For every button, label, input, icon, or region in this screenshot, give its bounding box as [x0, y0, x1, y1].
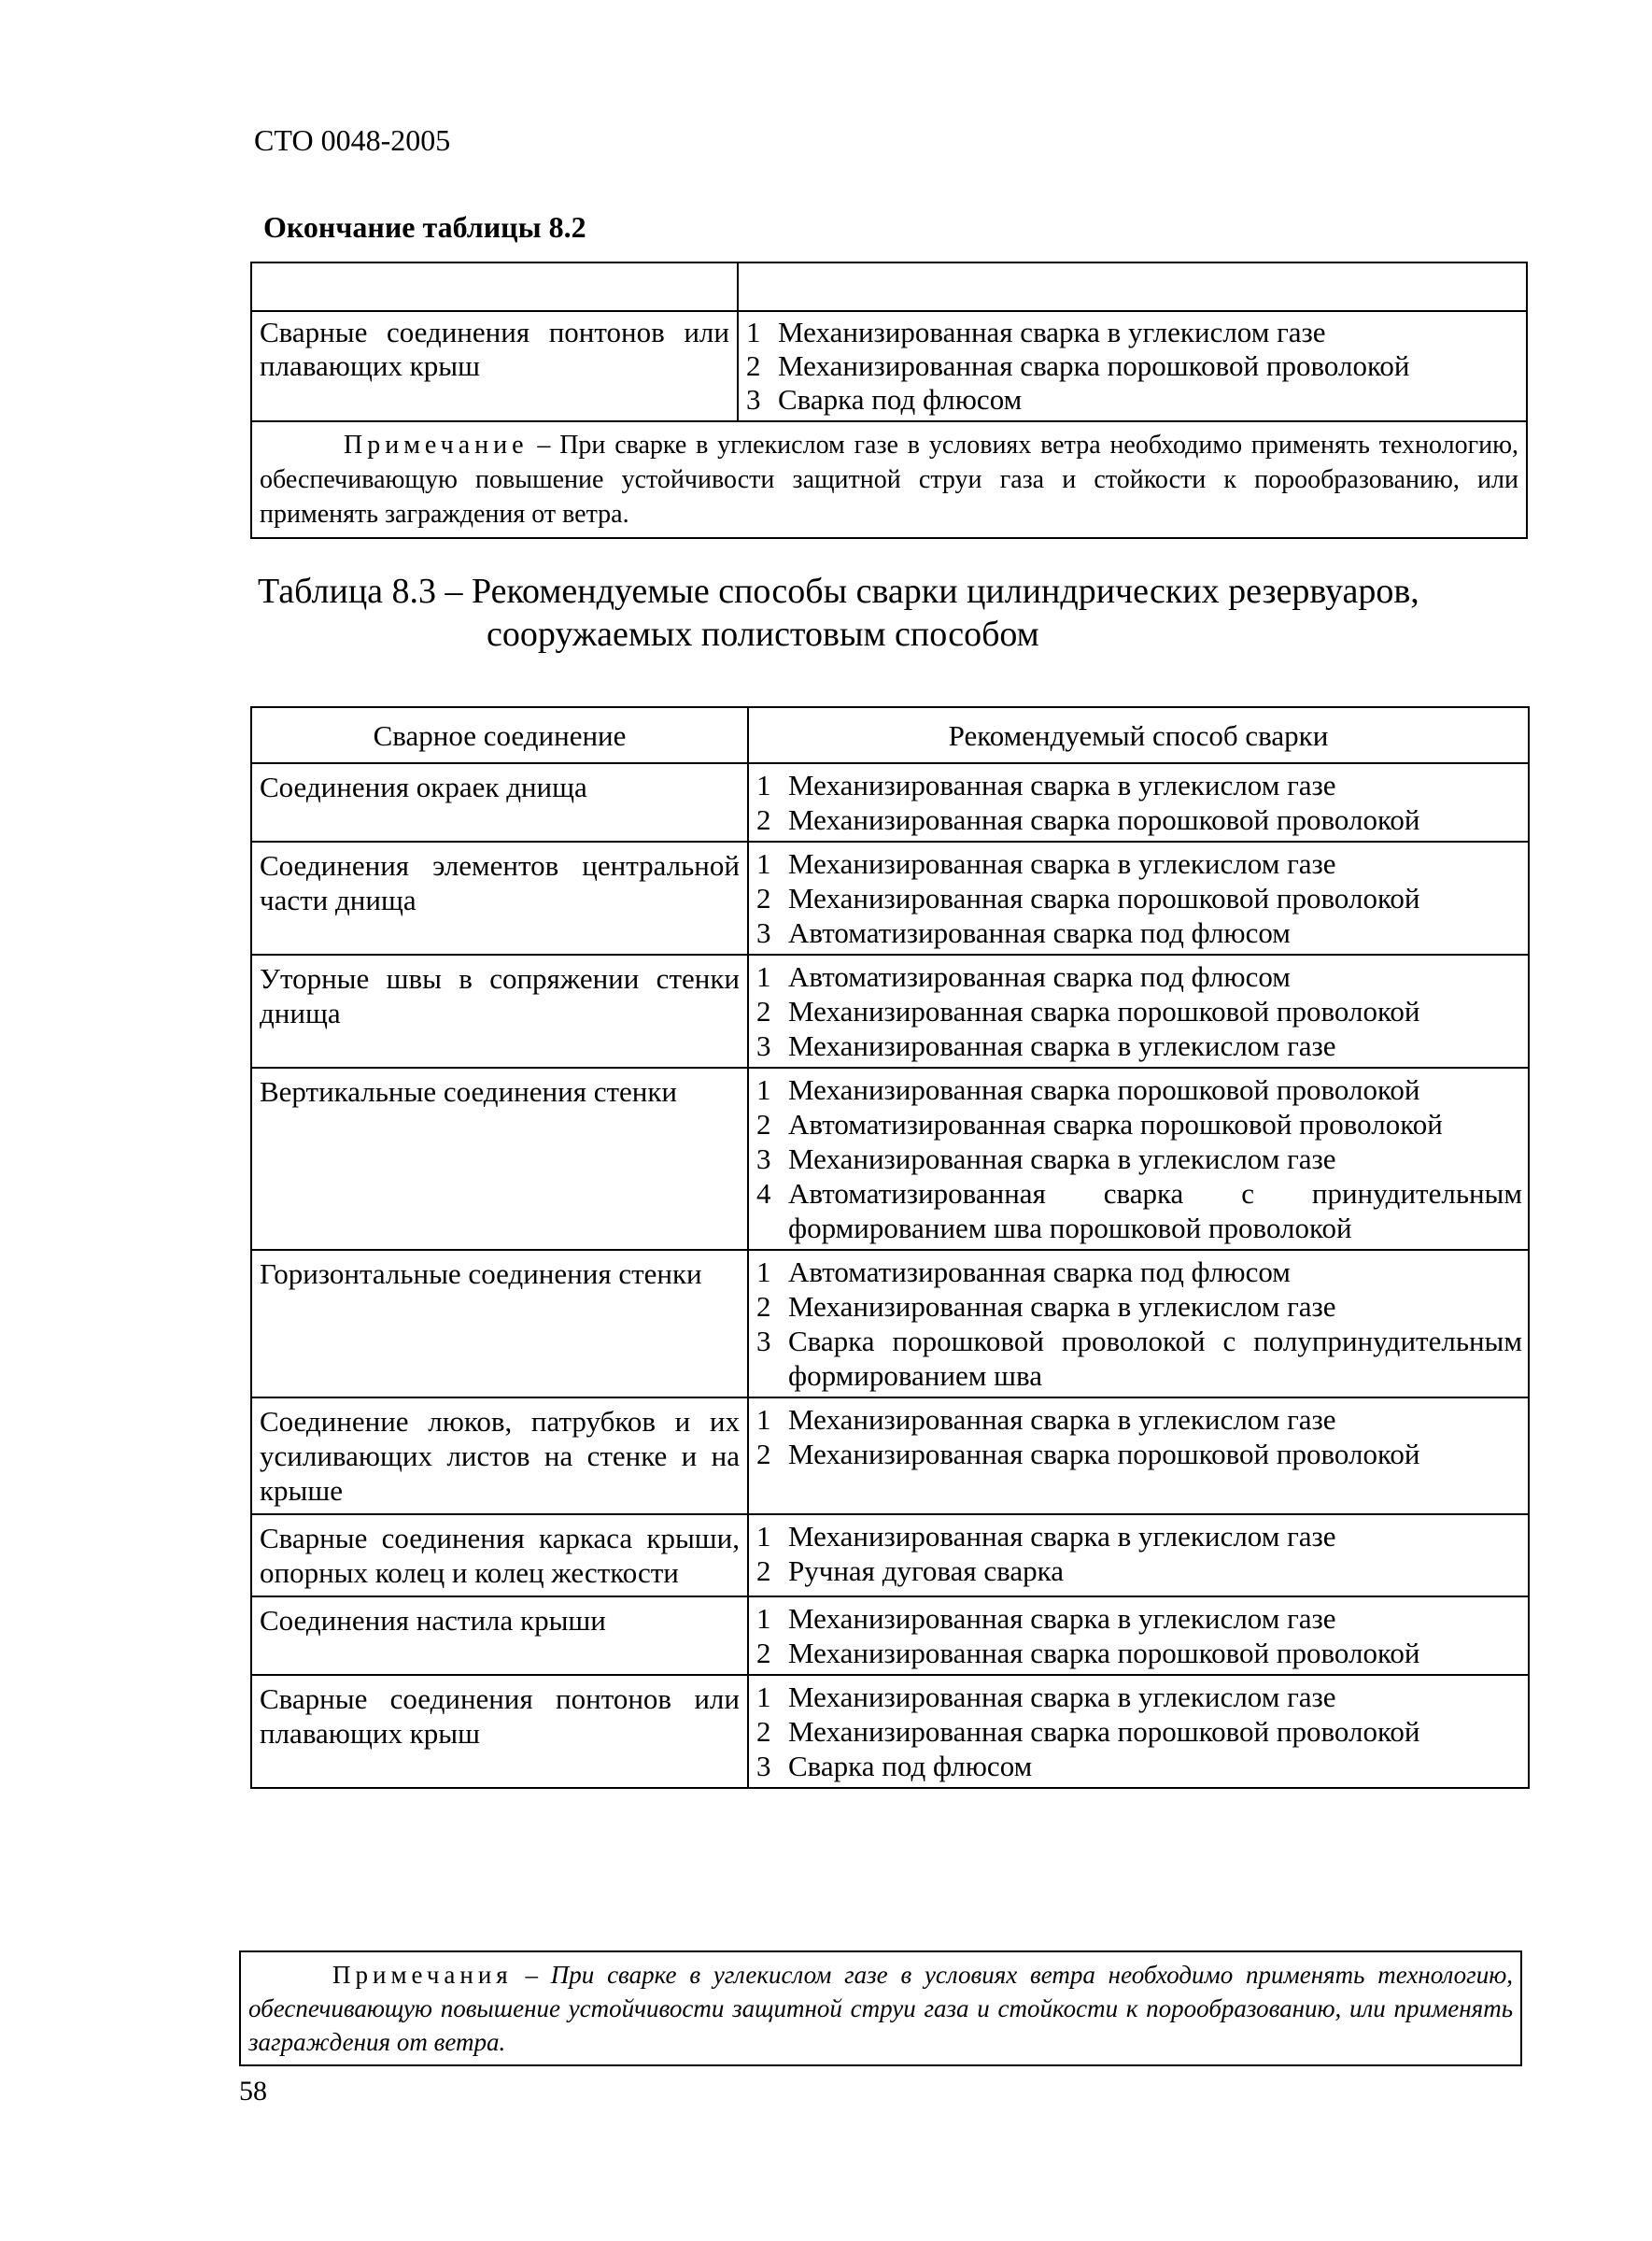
method-text: Механизированная сварка в углекислом газе [788, 1403, 1336, 1436]
empty-cell [251, 262, 738, 311]
method-number: 3 [746, 383, 761, 416]
method-number: 2 [756, 1108, 771, 1141]
method-number: 1 [756, 1073, 771, 1106]
method-text: Механизированная сварка порошковой проволокой [788, 1073, 1420, 1106]
method-item [755, 1402, 1522, 1437]
joint-cell: Горизонтальные соединения стенки [251, 1250, 748, 1397]
table-8-3-note-row [240, 1951, 1521, 2065]
table-8-2-empty-header-row [251, 262, 1527, 311]
methods-cell [748, 1397, 1529, 1514]
table-8-2-note-row [251, 421, 1527, 538]
method-item [755, 1553, 1522, 1588]
method-text: Сварка под флюсом [778, 383, 1023, 416]
method-number: 2 [756, 1554, 771, 1587]
method-number: 1 [756, 1520, 771, 1553]
method-text: Механизированная сварка порошковой проволокой [788, 882, 1420, 915]
method-item [755, 959, 1522, 994]
method-text: Механизированная сварка в углекислом газе [788, 769, 1336, 801]
method-text: Механизированная сварка порошковой проволокой [788, 1637, 1420, 1669]
method-text: Механизированная сварка в углекислом газе [788, 1290, 1336, 1323]
method-item [755, 881, 1522, 915]
method-item [755, 1714, 1522, 1749]
note-text: – При сварке в углекислом газе в условиях ветра необходимо применять технологию, обеспечивающую повышение устойчивости защитной струи газа и стойкости к порообразованию, или применять заграждения от ветра. [248, 1961, 1513, 2056]
method-item [755, 1176, 1522, 1245]
methods-cell [748, 763, 1529, 842]
joint-cell: Сварные соединения каркаса крыши, опорных колец и колец жесткости [251, 1514, 748, 1596]
method-number: 2 [756, 1290, 771, 1323]
method-number: 2 [756, 803, 771, 836]
method-number: 1 [756, 1403, 771, 1436]
method-item [755, 1324, 1522, 1393]
method-text: Сварка под флюсом [788, 1750, 1033, 1782]
method-text: Механизированная сварка порошковой проволокой [788, 995, 1420, 1028]
method-number: 3 [756, 1325, 771, 1357]
method-text: Механизированная сварка в углекислом газе [788, 1029, 1336, 1062]
table-8-3-note [240, 1951, 1521, 2065]
joint-cell: Соединение люков, патрубков и их усиливающих листов на стенке и на крыше [251, 1397, 748, 1514]
table-8-2-caption: Окончание таблицы 8.2 [263, 210, 586, 244]
joint-cell: Уторные швы в сопряжении стенки днища [251, 955, 748, 1068]
table-row [251, 1068, 1529, 1250]
method-text: Механизированная сварка порошковой проволокой [788, 803, 1420, 836]
method-number: 2 [746, 349, 761, 382]
joint-cell: Соединения элементов центральной части днища [251, 842, 748, 955]
table-8-3-title [258, 570, 1537, 656]
joint-cell: Сварные соединения понтонов или плавающих крыш [251, 1675, 748, 1788]
table-row [251, 1397, 1529, 1514]
methods-cell [748, 1514, 1529, 1596]
table-8-3 [250, 706, 1530, 1789]
methods-cell [748, 1675, 1529, 1788]
method-number: 3 [756, 1142, 771, 1175]
table-row [251, 311, 1527, 421]
table-8-3-title-line-1: Таблица 8.3 – Рекомендуемые способы сварки цилиндрических резервуаров, [258, 572, 1419, 611]
table-8-2 [250, 262, 1528, 539]
table-8-2-body [251, 311, 1527, 421]
method-item [755, 1749, 1522, 1783]
joint-cell: Сварные соединения понтонов или плавающих крыш [251, 311, 738, 421]
method-text: Механизированная сварка порошковой проволокой [778, 349, 1410, 382]
method-number: 1 [746, 316, 761, 348]
method-text: Автоматизированная сварка с принудительным формированием шва порошковой проволокой [788, 1177, 1522, 1244]
method-item [755, 1028, 1522, 1063]
method-number: 3 [756, 916, 771, 949]
method-number: 2 [756, 1637, 771, 1669]
method-text: Механизированная сварка в углекислом газе [788, 1681, 1336, 1713]
method-number: 1 [756, 769, 771, 801]
method-number: 1 [756, 1602, 771, 1635]
method-item [755, 1680, 1522, 1714]
method-item [755, 1601, 1522, 1636]
table-8-3-body [251, 763, 1529, 1788]
joint-cell: Соединения настила крыши [251, 1596, 748, 1675]
method-item [755, 1142, 1522, 1176]
column-header-method: Рекомендуемый способ сварки [748, 707, 1529, 763]
table-row [251, 763, 1529, 842]
method-item [744, 349, 1520, 383]
method-item [755, 1519, 1522, 1553]
table-row [251, 1596, 1529, 1675]
method-text: Автоматизированная сварка под флюсом [788, 1255, 1291, 1288]
empty-cell [738, 262, 1527, 311]
method-item [755, 1437, 1522, 1471]
method-text: Сварка порошковой проволокой с полупринудительным формированием шва [788, 1325, 1522, 1392]
table-8-2-note [251, 421, 1527, 538]
note-text: – При сварке в углекислом газе в условиях ветра необходимо применять технологию, обеспечивающую повышение устойчивости защитной струи газа и стойкости к порообразованию, или применять заграждения от ветра. [260, 431, 1518, 529]
method-item [744, 316, 1520, 349]
method-item [744, 383, 1520, 417]
method-text: Автоматизированная сварка под флюсом [788, 916, 1291, 949]
method-text: Механизированная сварка порошковой проволокой [788, 1715, 1420, 1748]
method-item [755, 994, 1522, 1028]
table-row [251, 1514, 1529, 1596]
method-text: Механизированная сварка в углекислом газе [788, 1520, 1336, 1553]
methods-cell [738, 311, 1527, 421]
note-label: Примечания [332, 1961, 513, 1989]
method-number: 4 [756, 1177, 771, 1210]
method-item [755, 1289, 1522, 1324]
method-number: 1 [756, 960, 771, 993]
method-text: Механизированная сварка в углекислом газе [788, 1602, 1336, 1635]
method-number: 1 [756, 1255, 771, 1288]
table-8-3-header-row [251, 707, 1529, 763]
method-item [755, 768, 1522, 802]
method-item [755, 802, 1522, 837]
method-text: Механизированная сварка порошковой проволокой [788, 1438, 1420, 1470]
page-number: 58 [239, 2076, 267, 2106]
method-number: 2 [756, 882, 771, 915]
method-number: 3 [756, 1750, 771, 1782]
method-text: Механизированная сварка в углекислом газе [778, 316, 1326, 348]
note-label: Примечание [344, 431, 529, 460]
method-item [755, 915, 1522, 950]
table-row [251, 842, 1529, 955]
method-number: 1 [756, 847, 771, 880]
document-code: СТО 0048-2005 [254, 123, 451, 157]
method-number: 3 [756, 1029, 771, 1062]
method-number: 2 [756, 995, 771, 1028]
method-item [755, 1072, 1522, 1107]
column-header-joint: Сварное соединение [251, 707, 748, 763]
table-8-3-title-line-2: сооружаемых полистовым способом [487, 615, 1039, 654]
methods-cell [748, 1596, 1529, 1675]
methods-cell [748, 842, 1529, 955]
method-item [755, 1255, 1522, 1289]
method-text: Автоматизированная сварка порошковой проволокой [788, 1108, 1443, 1141]
table-row [251, 1250, 1529, 1397]
table-row [251, 955, 1529, 1068]
method-item [755, 1636, 1522, 1670]
method-number: 2 [756, 1438, 771, 1470]
methods-cell [748, 1068, 1529, 1250]
table-row [251, 1675, 1529, 1788]
method-text: Механизированная сварка в углекислом газе [788, 847, 1336, 880]
methods-cell [748, 1250, 1529, 1397]
joint-cell: Вертикальные соединения стенки [251, 1068, 748, 1250]
methods-cell [748, 955, 1529, 1068]
method-number: 2 [756, 1715, 771, 1748]
method-number: 1 [756, 1681, 771, 1713]
method-text: Автоматизированная сварка под флюсом [788, 960, 1291, 993]
method-text: Механизированная сварка в углекислом газе [788, 1142, 1336, 1175]
table-8-3-note-box [239, 1950, 1522, 2066]
method-text: Ручная дуговая сварка [788, 1554, 1064, 1587]
method-item [755, 1107, 1522, 1142]
joint-cell: Соединения окраек днища [251, 763, 748, 842]
method-item [755, 846, 1522, 881]
